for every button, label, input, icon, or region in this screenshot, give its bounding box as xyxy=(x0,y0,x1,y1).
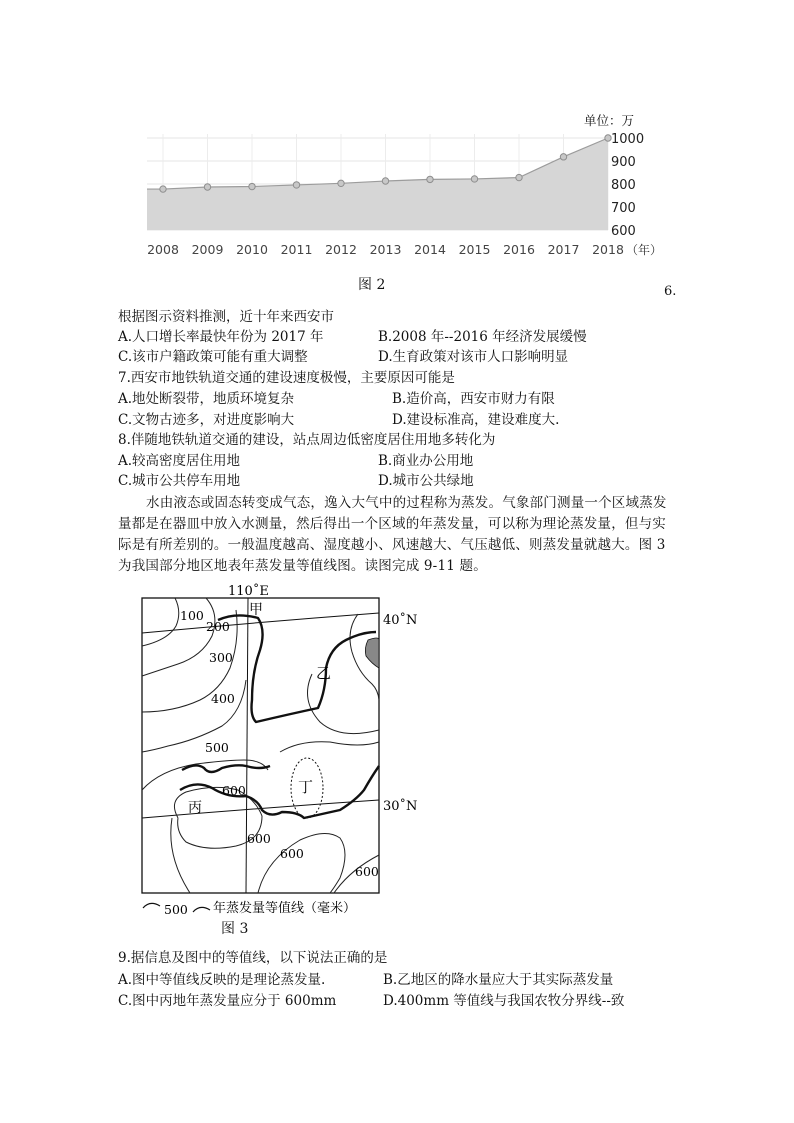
label-30n: 30˚N xyxy=(383,799,418,814)
chart-ytick-1000: 1000 xyxy=(611,132,645,147)
yangtze-river xyxy=(180,765,379,818)
chart-xtick-2010: 2010 xyxy=(236,242,268,257)
chart-point-2014 xyxy=(427,176,433,182)
evaporation-isoline-map xyxy=(0,578,794,938)
legend-line-right xyxy=(193,907,210,912)
isoline-label-600-a: 600 xyxy=(222,783,246,798)
label-40n: 40˚N xyxy=(383,613,418,628)
legend-line-left xyxy=(143,903,160,908)
chart-xtick-2008: 2008 xyxy=(147,242,179,257)
chart-xtick-2017: 2017 xyxy=(547,242,580,257)
q7-option-c: C.文物古迹多，对进度影响大 xyxy=(118,412,295,428)
chart-xtick-2009: 2009 xyxy=(191,242,224,257)
population-area-chart xyxy=(0,0,794,270)
isoline-central xyxy=(258,833,345,893)
q7-option-a: A.地处断裂带，地质环境复杂 xyxy=(118,391,295,407)
isoline-label-400: 400 xyxy=(211,691,235,706)
legend-value: 500 xyxy=(164,902,188,917)
q6-option-a: A.人口增长率最快年份为 2017 年 xyxy=(118,329,324,345)
chart-point-2008 xyxy=(160,186,166,192)
chart-ytick-600: 600 xyxy=(611,224,636,239)
chart-xtick-2015: 2015 xyxy=(458,242,491,257)
isoline-600-south xyxy=(171,818,190,893)
place-ding: 丁 xyxy=(298,778,314,796)
meridian-110e xyxy=(246,598,248,893)
place-bing: 丙 xyxy=(188,800,202,816)
chart-ytick-800: 800 xyxy=(611,178,636,193)
chart-xtick-2016: 2016 xyxy=(503,242,535,257)
place-jia: 甲 xyxy=(249,602,263,618)
q9-option-d: D.400mm 等值线与我国农牧分界线--致 xyxy=(383,993,625,1009)
isoline-100 xyxy=(142,598,179,646)
chart-point-2009 xyxy=(204,184,210,190)
chart-xtick-2011: 2011 xyxy=(280,242,313,257)
isoline-label-100: 100 xyxy=(180,608,204,623)
label-110e: 110˚E xyxy=(228,584,269,599)
q7-option-d: D.建设标准高，建设难度大. xyxy=(392,412,560,428)
q7-option-b: B.造价高，西安市财力有限 xyxy=(392,391,555,407)
q8-option-c: C.城市公共停车用地 xyxy=(118,473,241,489)
chart-xtick-2018: 2018 xyxy=(592,242,624,257)
q8-stem: 8.伴随地铁轨道交通的建设，站点周边低密度居住用地多转化为 xyxy=(118,432,496,448)
q8-option-b: B.商业办公用地 xyxy=(378,453,474,469)
chart-point-2015 xyxy=(471,176,477,182)
chart-xtick-2013: 2013 xyxy=(369,242,402,257)
chart-point-2017 xyxy=(560,154,566,160)
place-yi: 乙 xyxy=(316,664,332,682)
q9-option-a: A.图中等值线反映的是理论蒸发量. xyxy=(118,972,326,988)
q9-option-c: C.图中丙地年蒸发量应分于 600mm xyxy=(118,993,337,1009)
figure-2-caption: 图 2 xyxy=(358,277,386,293)
q8-option-d: D.城市公共绿地 xyxy=(378,473,474,489)
page-mark: 6. xyxy=(664,284,677,299)
q8-option-a: A.较高密度居住用地 xyxy=(118,453,241,469)
q9-option-b: B.乙地区的降水量应大于其实际蒸发量 xyxy=(383,972,614,988)
chart-point-2010 xyxy=(249,183,255,189)
chart-point-2013 xyxy=(382,178,388,184)
isoline-east-1 xyxy=(308,674,380,734)
legend-text: 年蒸发量等值线（毫米） xyxy=(213,901,357,916)
q6-option-d: D.生育政策对该市人口影响明显 xyxy=(378,349,569,365)
isoline-label-600-b: 600 xyxy=(247,831,271,846)
chart-ytick-900: 900 xyxy=(611,155,636,170)
isoline-label-500: 500 xyxy=(205,740,229,755)
passage: 水由液态或固态转变成气态，逸入大气中的过程称为蒸发。气象部门测量一个区域蒸发量都是在器皿中放入水测量，然后得出一个区域的年蒸发量，可以称为理论蒸发量，但与实际是有所差别的。一般温度越高、湿度越小、风速越大、气压越低、则蒸发量就越大。图 3 为我国部分地区地表年蒸发量等值线图。读图完成 9-11 题。 xyxy=(118,495,667,574)
chart-point-2011 xyxy=(293,182,299,188)
isoline-label-200: 200 xyxy=(206,619,230,634)
figure-3-caption: 图 3 xyxy=(221,921,249,937)
isoline-label-600-d: 600 xyxy=(355,864,379,879)
isoline-middle xyxy=(280,742,379,752)
isoline-label-300: 300 xyxy=(209,650,233,665)
chart-xtick-2014: 2014 xyxy=(414,242,446,257)
q9-stem: 9.据信息及图中的等值线，以下说法正确的是 xyxy=(118,950,388,966)
chart-point-2016 xyxy=(516,174,522,180)
chart-ytick-700: 700 xyxy=(611,201,636,216)
q6-option-b: B.2008 年--2016 年经济发展缓慢 xyxy=(378,329,587,345)
q6-option-c: C.该市户籍政策可能有重大调整 xyxy=(118,349,308,365)
chart-point-2012 xyxy=(338,180,344,186)
chart-xtick-2012: 2012 xyxy=(325,242,357,257)
bohai-hatch xyxy=(365,638,379,668)
q7-stem: 7.西安市地铁轨道交通的建设速度极慢，主要原因可能是 xyxy=(118,370,455,386)
isoline-label-600-c: 600 xyxy=(280,846,304,861)
chart-x-unit: （年） xyxy=(626,243,663,257)
yellow-river xyxy=(218,615,376,722)
q6-stem: 根据图示资料推测，近十年来西安市 xyxy=(118,309,334,325)
chart-unit-label: 单位：万 xyxy=(584,113,635,128)
